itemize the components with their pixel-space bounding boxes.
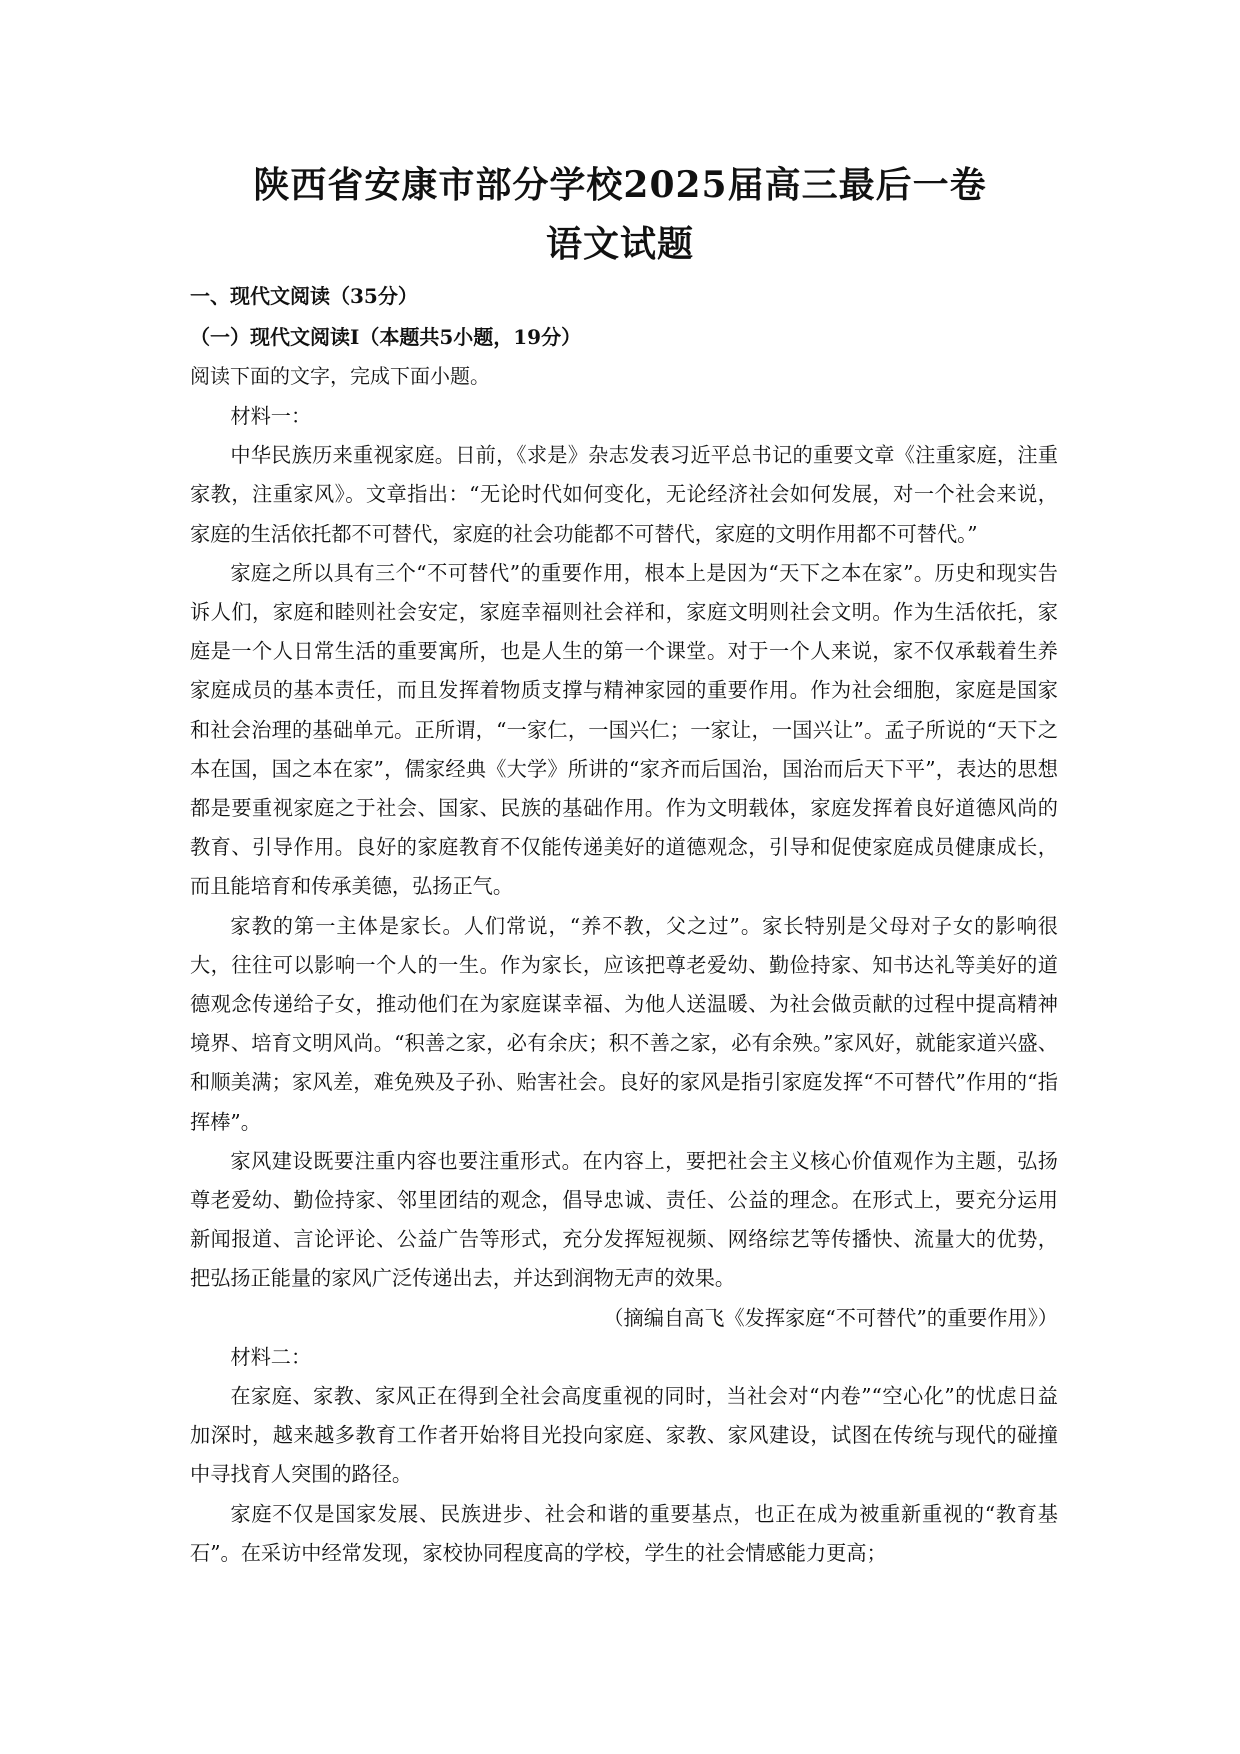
paragraph: 中华民族历来重视家庭。日前，《求是》杂志发表习近平总书记的重要文章《注重家庭，注重家教，注重家风》。文章指出：“无论时代如何变化，无论经济社会如何发展，对一个社会来说，家庭的生活依托都不可替代，家庭的社会功能都不可替代，家庭的文明作用都不可替代。” [190,443,1058,546]
subsection-heading: （一）现代文阅读Ⅰ（本题共5小题，19分） [190,325,582,349]
paragraph: 家风建设既要注重内容也要注重形式。在内容上，要把社会主义核心价值观作为主题，弘扬尊老爱幼、勤俭持家、邻里团结的观念，倡导忠诚、责任、公益的理念。在形式上，要充分运用新闻报道、言论评论、公益广告等形式，充分发挥短视频、网络综艺等传播快、流量大的优势，把弘扬正能量的家风广泛传递出去，并达到润物无声的效果。 [190,1148,1058,1291]
instruction: 阅读下面的文字，完成下面小题。 [190,364,490,388]
material-label: 材料一： [230,404,312,428]
paragraph: 在家庭、家教、家风正在得到全社会高度重视的同时，当社会对“内卷”“空心化”的忧虑日益加深时，越来越多教育工作者开始将目光投向家庭、家教、家风建设，试图在传统与现代的碰撞中寻找育人突围的路径。 [190,1384,1058,1487]
exam-title: 陕西省安康市部分学校2025届高三最后一卷 [253,164,987,206]
paragraph: 家庭不仅是国家发展、民族进步、社会和谐的重要基点，也正在成为被重新重视的“教育基石”。在采访中经常发现，家校协同程度高的学校，学生的社会情感能力更高； [190,1501,1058,1565]
source-citation: （摘编自高飞《发挥家庭“不可替代”的重要作用》） [603,1305,1058,1330]
exam-subtitle: 语文试题 [545,223,694,265]
material-label: 材料二： [230,1344,312,1369]
reading-passage [190,397,1058,1573]
section-heading: 一、现代文阅读（35分） [190,284,418,308]
paragraph: 家教的第一主体是家长。人们常说，“养不教，父之过”。家长特别是父母对子女的影响很大，往往可以影响一个人的一生。作为家长，应该把尊老爱幼、勤俭持家、知书达礼等美好的道德观念传递给子女，推动他们在为家庭谋幸福、为他人送温暖、为社会做贡献的过程中提高精神境界、培育文明风尚。“积善之家，必有余庆；积不善之家，必有余殃。”家风好，就能家道兴盛、和顺美满；家风差，难免殃及子孙、贻害社会。良好的家风是指引家庭发挥“不可替代”作用的“指挥棒”。 [190,913,1058,1134]
paragraph: 家庭之所以具有三个“不可替代”的重要作用，根本上是因为“天下之本在家”。历史和现实告诉人们，家庭和睦则社会安定，家庭幸福则社会祥和，家庭文明则社会文明。作为生活依托，家庭是一个人日常生活的重要寓所，也是人生的第一个课堂。对于一个人来说，家不仅承载着生养家庭成员的基本责任，而且发挥着物质支撑与精神家园的重要作用。作为社会细胞，家庭是国家和社会治理的基础单元。正所谓，“一家仁，一国兴仁；一家让，一国兴让”。孟子所说的“天下之本在国，国之本在家”，儒家经典《大学》所讲的“家齐而后国治，国治而后天下平”，表达的思想都是要重视家庭之于社会、国家、民族的基础作用。作为文明载体，家庭发挥着良好道德风尚的教育、引导作用。良好的家庭教育不仅能传递美好的道德观念，引导和促使家庭成员健康成长，而且能培育和传承美德，弘扬正气。 [190,560,1058,899]
